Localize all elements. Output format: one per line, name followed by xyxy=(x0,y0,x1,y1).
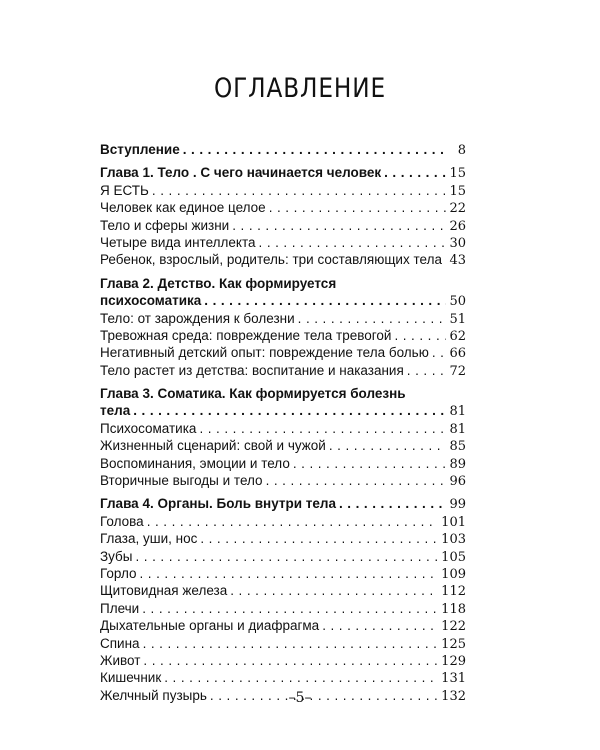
toc-entry-page: 85 xyxy=(449,439,466,455)
toc-entry-label: Жизненный сценарий: свой и чужой xyxy=(100,438,326,454)
toc-entry-page: 105 xyxy=(441,549,466,565)
toc-entry-page: 89 xyxy=(449,456,466,472)
toc-entry[interactable] xyxy=(100,437,466,454)
dot-leader xyxy=(133,402,446,419)
toc-entry[interactable] xyxy=(100,617,466,634)
toc-entry-label: Тревожная среда: повреждение тела тревогой xyxy=(100,327,392,343)
chapter-title-line: Глава 3. Соматика. Как формируется болезнь xyxy=(100,386,406,402)
toc-entry[interactable] xyxy=(100,669,466,686)
toc-entry-page: 15 xyxy=(449,183,466,199)
dot-leader xyxy=(147,513,438,530)
dot-leader xyxy=(266,472,447,489)
dot-leader xyxy=(394,327,446,344)
toc-entry[interactable] xyxy=(100,420,466,437)
dot-leader xyxy=(199,420,446,437)
toc-entry[interactable] xyxy=(100,530,466,547)
chapter-page: 99 xyxy=(449,497,466,513)
toc-entry-label: Четыре вида интеллекта xyxy=(100,234,256,250)
toc-entry[interactable] xyxy=(100,565,466,582)
toc-entry[interactable] xyxy=(100,455,466,472)
toc-entry-label: Плечи xyxy=(100,600,140,616)
toc-entry-label: Тело и сферы жизни xyxy=(100,217,230,233)
toc-entry-page: 122 xyxy=(441,619,466,635)
toc-entry-label: Кишечник xyxy=(100,670,162,686)
dot-leader xyxy=(384,164,446,181)
toc-entry-label: Воспоминания, эмоции и тело xyxy=(100,455,290,471)
toc-entry-page: 132 xyxy=(441,688,466,704)
toc-entry-page: 30 xyxy=(449,235,466,251)
toc-entry-page: 103 xyxy=(441,532,466,548)
toc-entry-page: 8 xyxy=(457,143,466,158)
dot-leader xyxy=(143,635,439,652)
toc-entry-label: Желчный пузырь xyxy=(100,687,207,703)
toc-entry-page: 112 xyxy=(441,584,466,600)
toc-chapter-2 xyxy=(100,275,466,379)
toc-entry-label: Человек как единое целое xyxy=(100,200,266,216)
toc-entry-page: 109 xyxy=(441,566,466,582)
toc-entry-page: 118 xyxy=(441,601,466,617)
toc-entry-label: Зубы xyxy=(100,548,133,564)
dot-leader xyxy=(322,617,438,634)
dot-leader xyxy=(140,565,439,582)
toc-entry[interactable] xyxy=(100,600,466,617)
table-of-contents xyxy=(100,141,466,704)
toc-entry[interactable] xyxy=(100,548,466,565)
dot-leader xyxy=(407,362,447,379)
toc-chapter-1 xyxy=(100,164,466,268)
toc-entry-label: Вторичные выгоды и тело xyxy=(100,473,263,489)
toc-entry-page: 22 xyxy=(449,201,466,217)
dot-leader xyxy=(164,669,438,686)
chapter-title: тела xyxy=(100,403,131,419)
toc-entry-page: 129 xyxy=(441,653,466,669)
toc-entry-page: 125 xyxy=(441,636,466,652)
dot-leader xyxy=(183,141,449,158)
toc-entry-page: 43 xyxy=(449,253,466,269)
chapter-page: 15 xyxy=(449,166,466,182)
toc-entry[interactable] xyxy=(100,652,466,669)
dot-leader xyxy=(136,548,439,565)
chapter-heading[interactable] xyxy=(100,495,466,512)
dot-leader xyxy=(293,455,447,472)
chapter-heading[interactable] xyxy=(100,292,466,309)
toc-entry[interactable] xyxy=(100,327,466,344)
dot-leader xyxy=(339,495,446,512)
dot-leader xyxy=(143,652,438,669)
toc-chapter-4 xyxy=(100,495,466,704)
toc-entry[interactable] xyxy=(100,582,466,599)
toc-entry[interactable] xyxy=(100,141,466,158)
toc-entry-page: 62 xyxy=(449,328,466,344)
dot-leader xyxy=(259,234,447,251)
chapter-page: 81 xyxy=(449,404,466,420)
toc-entry[interactable] xyxy=(100,344,466,361)
toc-entry-label: Дыхательные органы и диафрагма xyxy=(100,618,320,634)
dot-leader xyxy=(230,582,438,599)
toc-entry-page: 81 xyxy=(449,421,466,437)
toc-entry[interactable] xyxy=(100,472,466,489)
dot-leader xyxy=(329,437,447,454)
chapter-title: психосоматика xyxy=(100,293,202,309)
toc-entry[interactable] xyxy=(100,217,466,234)
dot-leader xyxy=(269,199,447,216)
toc-entry-label: Щитовидная железа xyxy=(100,583,228,599)
toc-entry-label: Горло xyxy=(100,565,137,581)
toc-entry[interactable] xyxy=(100,182,466,199)
toc-entry-label: Ребенок, взрослый, родитель: три составляющих тела xyxy=(100,252,442,268)
toc-entry-page: 101 xyxy=(441,514,466,530)
dot-leader xyxy=(298,310,447,327)
toc-entry-label: Живот xyxy=(100,652,141,668)
dot-leader xyxy=(142,600,438,617)
toc-intro xyxy=(100,141,466,158)
dot-leader xyxy=(200,530,438,547)
toc-entry[interactable] xyxy=(100,513,466,530)
toc-entry-page: 72 xyxy=(449,363,466,379)
toc-entry-label: Вступление xyxy=(100,142,180,157)
toc-entry[interactable] xyxy=(100,310,466,327)
dot-leader xyxy=(204,292,446,309)
chapter-heading[interactable] xyxy=(100,164,466,181)
dot-leader xyxy=(152,182,447,199)
page-title: ОГЛАВЛЕНИЕ xyxy=(214,73,386,105)
toc-entry-label: Спина xyxy=(100,635,140,651)
toc-entry-page: 51 xyxy=(449,311,466,327)
toc-entry-page: 66 xyxy=(449,346,466,362)
toc-entry-label: Голова xyxy=(100,513,144,529)
toc-entry-label: Тело растет из детства: воспитание и наказания xyxy=(100,362,404,378)
toc-entry[interactable] xyxy=(100,199,466,216)
chapter-heading[interactable] xyxy=(100,402,466,419)
dot-leader xyxy=(232,217,446,234)
toc-entry[interactable] xyxy=(100,362,466,379)
toc-entry-page: 96 xyxy=(449,474,466,490)
toc-entry[interactable] xyxy=(100,251,466,268)
toc-entry-page: 131 xyxy=(441,671,466,687)
chapter-title: Глава 4. Органы. Боль внутри тела xyxy=(100,496,336,512)
toc-entry-page: 26 xyxy=(449,218,466,234)
toc-entry-label: Глаза, уши, нос xyxy=(100,531,198,547)
page-number: –5– xyxy=(288,690,312,706)
toc-entry-label: Психосоматика xyxy=(100,420,197,436)
toc-entry-label: Тело: от зарождения к болезни xyxy=(100,310,295,326)
dot-leader xyxy=(445,251,447,268)
chapter-title-line: Глава 2. Детство. Как формируется xyxy=(100,275,337,291)
dot-leader xyxy=(432,344,447,361)
chapter-page: 50 xyxy=(449,294,466,310)
toc-entry[interactable] xyxy=(100,635,466,652)
toc-entry-label: Негативный детский опыт: повреждение тела болью xyxy=(100,345,429,361)
chapter-title: Глава 1. Тело . С чего начинается человек xyxy=(100,165,382,181)
toc-entry[interactable] xyxy=(100,234,466,251)
toc-entry-label: Я ЕСТЬ xyxy=(100,182,149,198)
toc-chapter-3 xyxy=(100,385,466,489)
